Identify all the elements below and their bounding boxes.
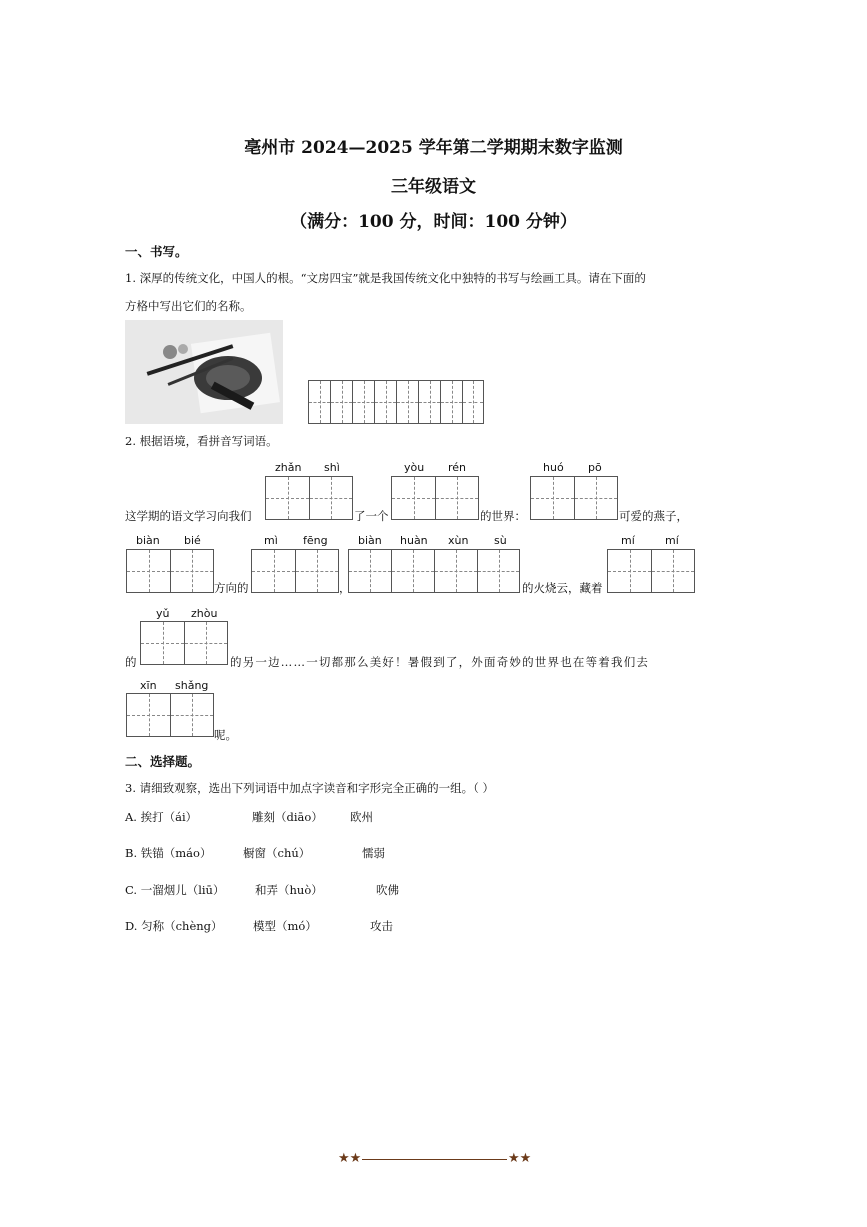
option-b-3: 懦弱 [362,846,385,860]
answer-grid-bianbie[interactable] [126,549,214,593]
q3-text: 3. 请细致观察，选出下列词语中加点字读音和字形完全正确的一组。（ ） [125,781,495,795]
passage-text-6: ， [339,581,351,595]
option-c-3: 吹佛 [376,883,399,897]
passage-text-2: 了一个 [354,509,389,523]
passage-text-8: 的 [125,655,137,669]
option-c-2: 和弄（huò） [255,883,323,897]
option-a-2: 雕刻（diāo） [252,810,323,824]
pinyin-bian2: biàn [358,534,382,547]
pinyin-bie: bié [184,534,201,547]
passage-text-4: 可爱的燕子， [619,509,688,523]
section-1-heading: 一、书写。 [125,244,188,259]
pinyin-huo: huó [543,461,564,474]
exam-subtitle: 三年级语文 [391,177,476,197]
passage-text-1: 这学期的语文学习向我们 [125,509,252,523]
pinyin-mi: mì [264,534,278,547]
q1-writing-grid[interactable] [308,380,484,424]
pinyin-shang: shǎng [175,679,209,692]
q1-text-line2: 方格中写出它们的名称。 [125,299,252,313]
footer-star-left-icon: ★★ [338,1151,362,1166]
footer-divider [362,1159,507,1160]
passage-text-9: 的另一边……一切都那么美好！暑假到了，外面奇妙的世界也在等着我们去 [230,655,650,669]
option-c-1[interactable]: C. 一溜烟儿（liū） [125,883,225,897]
option-a-3: 欧州 [350,810,373,824]
option-b-1[interactable]: B. 铁锚（máo） [125,846,212,860]
pinyin-bian: biàn [136,534,160,547]
pinyin-xun: xùn [448,534,469,547]
answer-grid-yuzhou[interactable] [140,621,228,665]
option-a-1[interactable]: A. 挨打（ái） [125,810,198,824]
pinyin-huan: huàn [400,534,428,547]
option-d-2: 模型（mó） [253,919,317,933]
pinyin-su: sù [494,534,507,547]
answer-grid-bianhuanxunsu[interactable] [348,549,520,593]
answer-grid-zhanshi[interactable] [265,476,353,520]
passage-text-10: 呢。 [214,728,237,742]
pinyin-xin: xīn [140,679,157,692]
answer-grid-mifeng[interactable] [251,549,339,593]
option-d-1[interactable]: D. 匀称（chèng） [125,919,223,933]
pinyin-ren: rén [448,461,467,474]
passage-text-7: 的火烧云，藏着 [522,581,603,595]
option-d-3: 攻击 [370,919,393,933]
passage-text-5: 方向的 [214,581,249,595]
pinyin-mi2: mí [621,534,635,547]
pinyin-zhou: zhòu [191,607,218,620]
pinyin-po: pō [588,461,602,474]
answer-grid-youren[interactable] [391,476,479,520]
answer-grid-xinshang[interactable] [126,693,214,737]
q2-prompt: 2. 根据语境，看拼音写词语。 [125,434,278,448]
exam-title: 亳州市 2024—2025 学年第二学期期末数字监测 [244,138,623,158]
pinyin-shi: shì [324,461,340,474]
score-info: （满分：100 分，时间：100 分钟） [290,212,577,232]
pinyin-you: yòu [404,461,425,474]
pinyin-mi3: mí [665,534,679,547]
answer-grid-huopo[interactable] [530,476,618,520]
pinyin-yu: yǔ [156,607,170,620]
pinyin-feng: fēng [303,534,328,547]
q1-text-line1: 1. 深厚的传统文化，中国人的根。“文房四宝”就是我国传统文化中独特的书写与绘画工具。请在下面的 [125,271,646,285]
footer-star-right-icon: ★★ [508,1151,532,1166]
answer-grid-mimi[interactable] [607,549,695,593]
passage-text-3: 的世界： [480,509,526,523]
option-b-2: 橱窗（chú） [243,846,311,860]
pinyin-zhan: zhǎn [275,461,302,474]
section-2-heading: 二、选择题。 [125,754,201,769]
writing-tools-photo [125,320,283,424]
